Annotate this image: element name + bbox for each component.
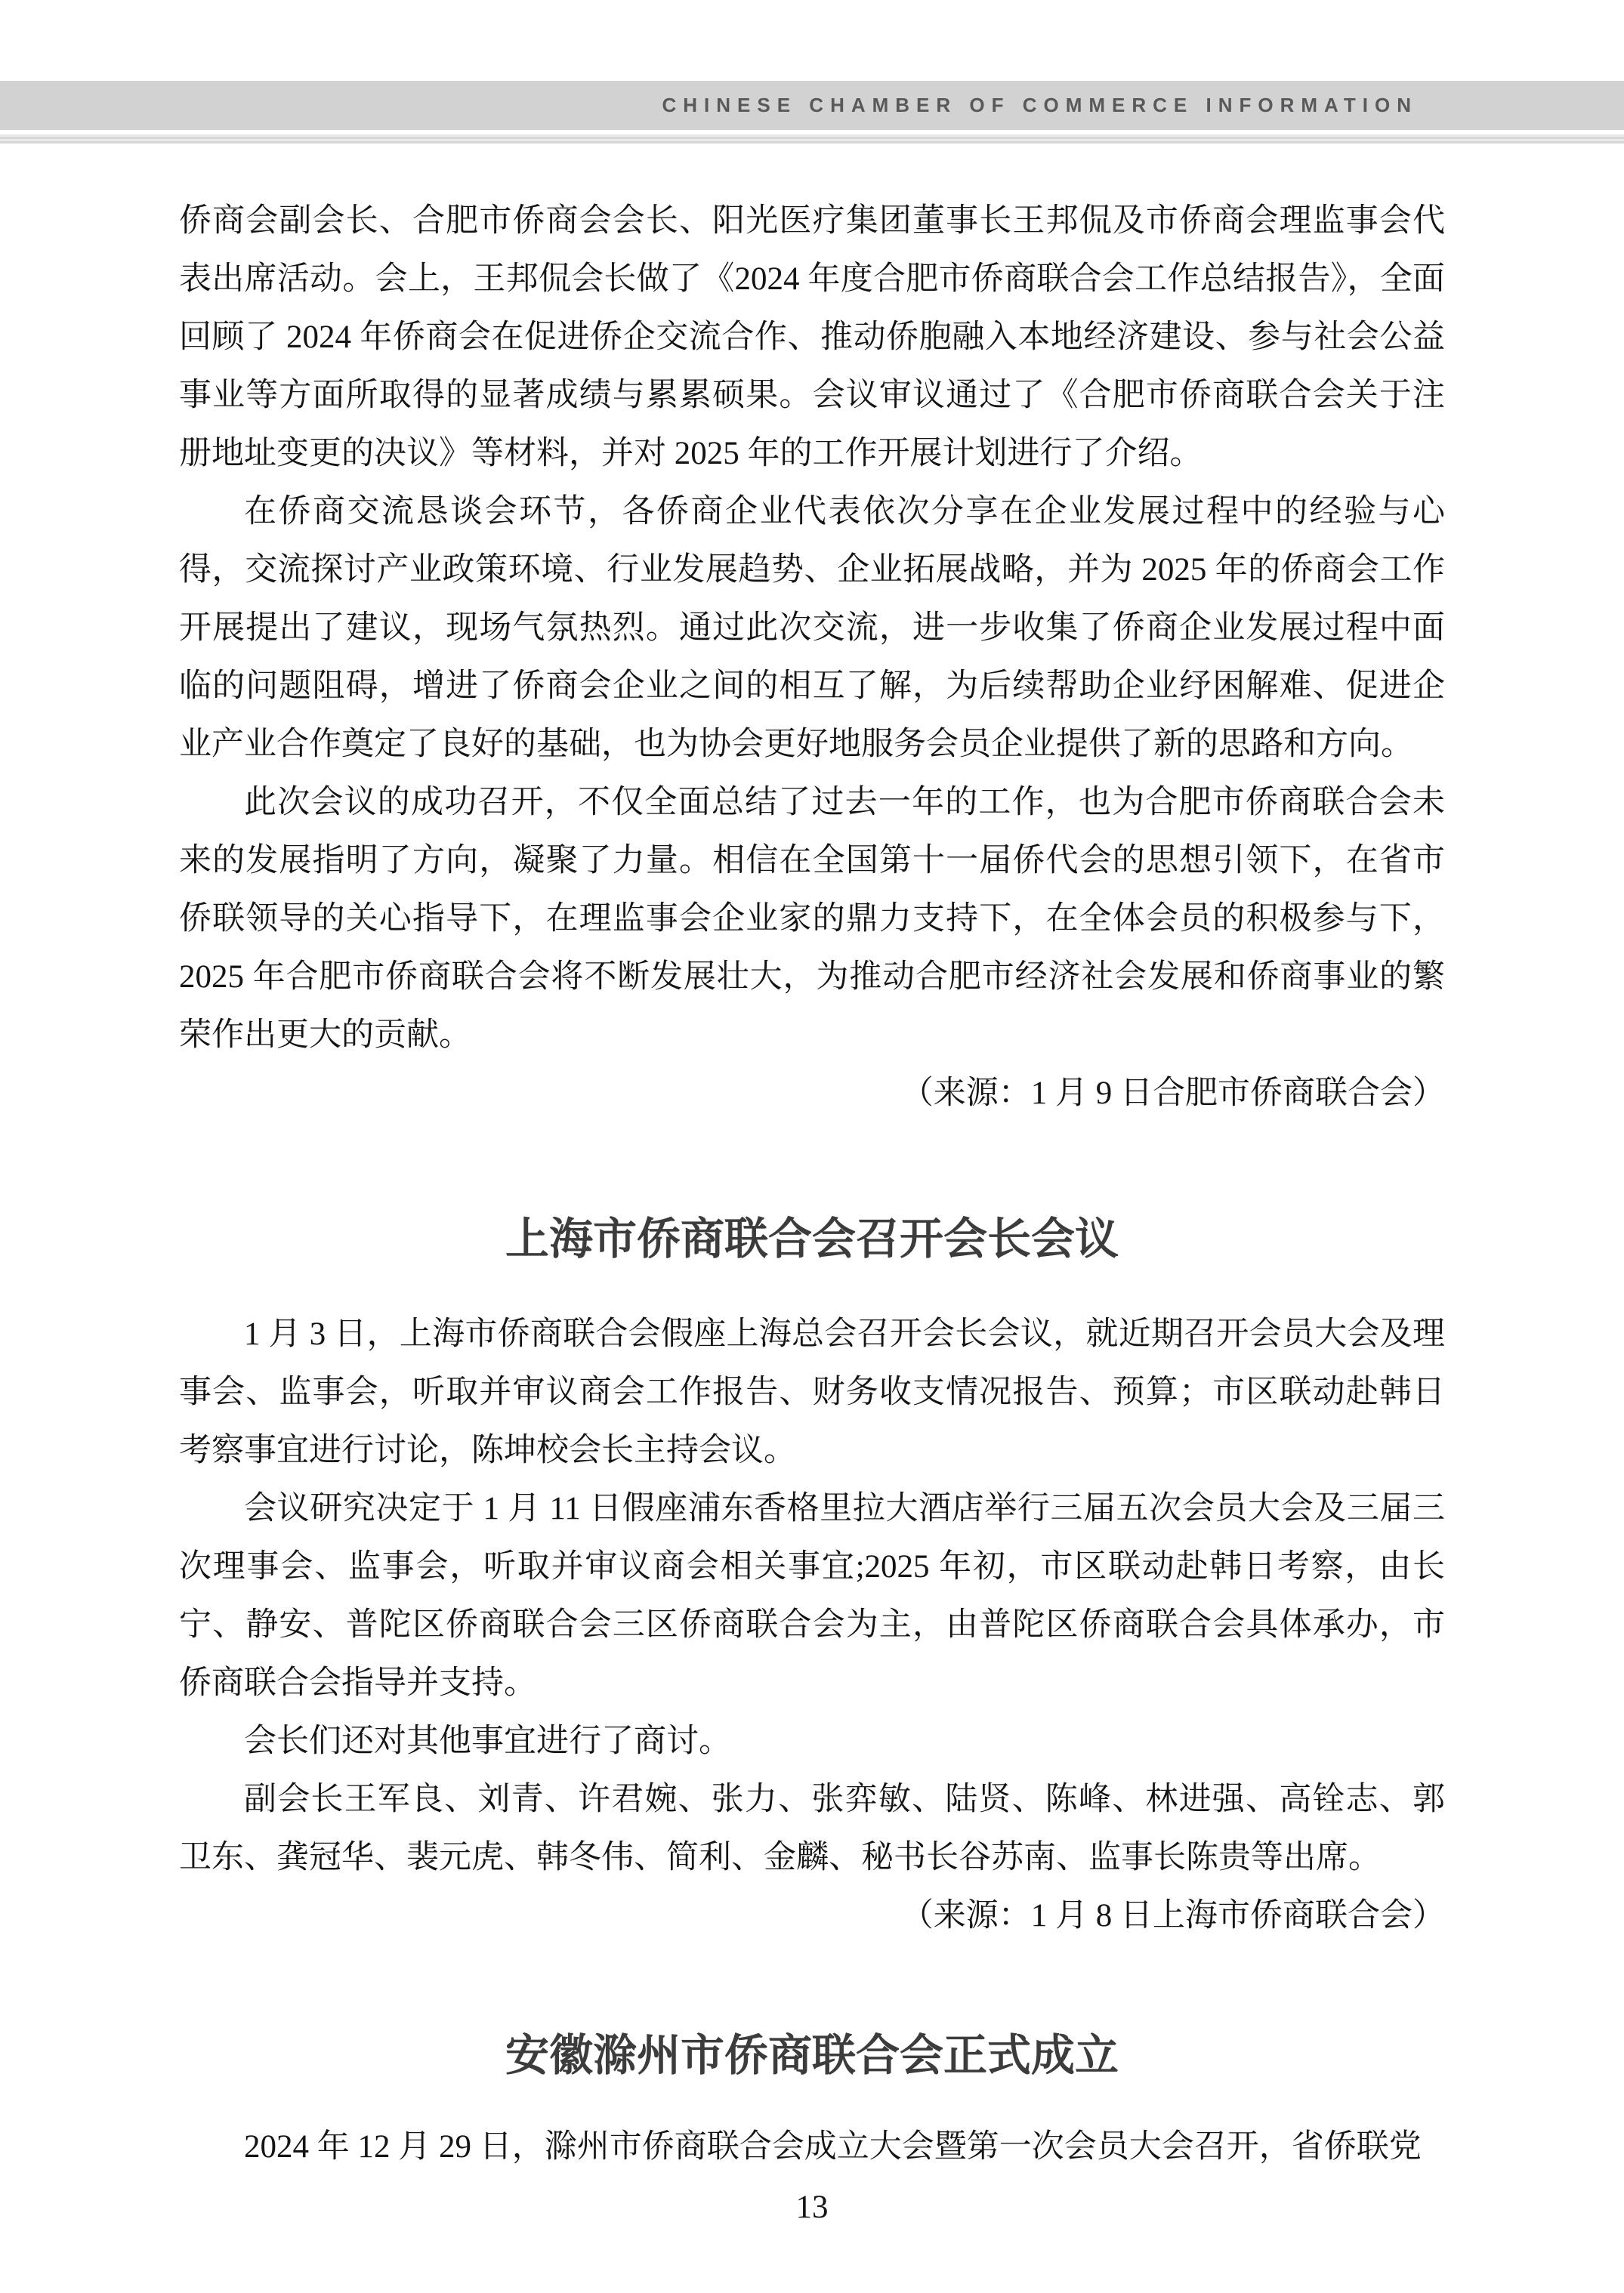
hefei-source-line: （来源：1 月 9 日合肥市侨商联合会） xyxy=(900,1076,1445,1111)
shanghai-article-title: 上海市侨商联合会召开会长会议 xyxy=(505,1214,1119,1264)
hefei-paragraph-1: 侨商会副会长、合肥市侨商会会长、阳光医疗集团董事长王邦侃及市侨商会理监事会代表出席活动。会上，王邦侃会长做了《2024 年度合肥市侨商联合会工作总结报告》，全面回顾了 2024 年侨商会在促进侨企交流合作、推动侨胞融入本地经济建设、参与社会公益事业等方面所取得的显著成绩与累累硕果。会议审议通过了《合肥市侨商联合会关于注册地址变更的决议》等材料，并对 2025 年的工作开展计划进行了介绍。 xyxy=(179,203,1445,471)
header-banner-stripe xyxy=(0,134,1624,144)
shanghai-paragraph-2: 会议研究决定于 1 月 11 日假座浦东香格里拉大酒店举行三届五次会员大会及三届三次理事会、监事会，听取并审议商会相关事宜;2025 年初，市区联动赴韩日考察，由长宁、静安、普陀区侨商联合会三区侨商联合会为主，由普陀区侨商联合会具体承办，市侨商联合会指导并支持。 xyxy=(179,1491,1445,1701)
header-banner-title: CHINESE CHAMBER OF COMMERCE INFORMATION xyxy=(662,94,1418,116)
chuzhou-article-title: 安徽滁州市侨商联合会正式成立 xyxy=(505,2031,1119,2080)
page-content xyxy=(179,192,1445,2176)
shanghai-source-line: （来源：1 月 8 日上海市侨商联合会） xyxy=(900,1898,1445,1933)
hefei-paragraph-3: 此次会议的成功召开，不仅全面总结了过去一年的工作，也为合肥市侨商联合会未来的发展指明了方向，凝聚了力量。相信在全国第十一届侨代会的思想引领下，在省市侨联领导的关心指导下，在理监事会企业家的鼎力支持下，在全体会员的积极参与下，2025 年合肥市侨商联合会将不断发展壮大，为推动合肥市经济社会发展和侨商事业的繁荣作出更大的贡献。 xyxy=(179,785,1445,1053)
page-number: 13 xyxy=(795,2190,829,2225)
hefei-paragraph-2: 在侨商交流恳谈会环节，各侨商企业代表依次分享在企业发展过程中的经验与心得，交流探讨产业政策环境、行业发展趋势、企业拓展战略，并为 2025 年的侨商会工作开展提出了建议，现场气氛热烈。通过此次交流，进一步收集了侨商企业发展过程中面临的问题阻碍，增进了侨商会企业之间的相互了解，为后续帮助企业纾困解难、促进企业产业合作奠定了良好的基础，也为协会更好地服务会员企业提供了新的思路和方向。 xyxy=(179,494,1445,762)
shanghai-paragraph-1: 1 月 3 日，上海市侨商联合会假座上海总会召开会长会议，就近期召开会员大会及理事会、监事会，听取并审议商会工作报告、财务收支情况报告、预算；市区联动赴韩日考察事宜进行讨论，陈坤校会长主持会议。 xyxy=(179,1316,1445,1468)
shanghai-paragraph-3: 会长们还对其他事宜进行了商讨。 xyxy=(244,1724,731,1759)
shanghai-paragraph-4: 副会长王军良、刘青、许君婉、张力、张弈敏、陆贤、陈峰、林进强、高铨志、郭卫东、龚冠华、裴元虎、韩冬伟、简利、金麟、秘书长谷苏南、监事长陈贵等出席。 xyxy=(179,1782,1445,1875)
chuzhou-paragraph-1: 2024 年 12 月 29 日，滁州市侨商联合会成立大会暨第一次会员大会召开，省侨联党 xyxy=(244,2129,1422,2165)
header-banner xyxy=(0,81,1624,130)
